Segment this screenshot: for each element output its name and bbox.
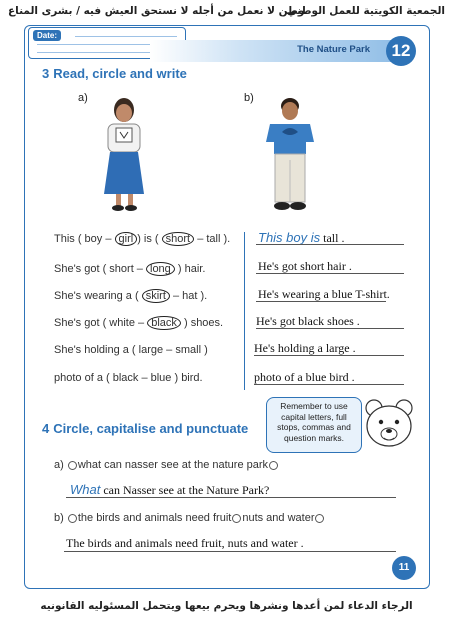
- picture-label-a: a): [78, 92, 88, 104]
- answer-line: [256, 244, 404, 245]
- sentence-2: [54, 262, 205, 276]
- sentence-text: ) is (: [137, 233, 159, 245]
- sentence-text: – tall ).: [197, 233, 231, 245]
- answer-4: He's got black shoes .: [256, 314, 360, 328]
- column-divider: [244, 232, 245, 390]
- answer-2: He's got short hair .: [258, 259, 352, 273]
- sentence-3: [54, 289, 207, 303]
- boy-illustration: [250, 94, 330, 220]
- sentence-text: She's wearing a (: [54, 290, 139, 302]
- circled-word: black: [147, 316, 181, 330]
- answer-b: The birds and animals need fruit, nuts and water .: [66, 536, 304, 550]
- tip-text: Remember to use capital letters, full stops, commas and question marks.: [277, 401, 351, 443]
- question-text: what can nasser see at the nature park: [77, 459, 269, 471]
- banner-right-text: الجمعية الكويتية للعمل الوطني: [286, 5, 445, 17]
- picture-label-b: b): [244, 92, 254, 104]
- question-text: the birds and animals need fruit: [77, 512, 232, 524]
- circle-mark: [315, 514, 324, 523]
- answer-line: [66, 497, 396, 498]
- answer-text: tall .: [323, 231, 345, 245]
- section-number: 4: [42, 421, 50, 436]
- question-b: [54, 512, 325, 524]
- tip-bubble: [266, 397, 362, 453]
- sentence-text: ) shoes.: [183, 317, 224, 329]
- section-4-title: [42, 421, 248, 436]
- question-label: a): [54, 459, 64, 471]
- bear-illustration: [362, 396, 418, 452]
- date-line: [75, 36, 177, 37]
- circle-mark: [68, 514, 77, 523]
- circle-mark: [232, 514, 241, 523]
- question-a: [54, 459, 279, 471]
- circle-mark: [68, 461, 77, 470]
- top-banner: [0, 0, 453, 22]
- sentence-6: photo of a ( black – blue ) bird.: [54, 372, 203, 384]
- answer-line: [256, 328, 404, 329]
- section-3-title: [42, 66, 187, 81]
- sentence-text: ) hair.: [177, 263, 206, 275]
- answer-handwritten: This boy is: [258, 230, 321, 245]
- answer-3: He's wearing a blue T-shirt.: [258, 287, 390, 301]
- answer-line: [256, 301, 386, 302]
- banner-left-text: وطن لا نعمل من أجله لا نستحق العيش فيه / بشرى المناع: [8, 5, 305, 17]
- sentence-text: She's got ( short –: [54, 263, 143, 275]
- unit-header-bar: [150, 40, 402, 62]
- sentence-1: [54, 232, 230, 246]
- answer-5: He's holding a large .: [254, 341, 356, 355]
- unit-title: The Nature Park: [297, 44, 370, 55]
- circled-word: long: [146, 262, 175, 276]
- answer-line: [64, 551, 396, 552]
- question-label: b): [54, 512, 64, 524]
- unit-number-badge: 12: [386, 36, 416, 66]
- date-label: Date:: [33, 30, 61, 41]
- circled-word: girl: [115, 232, 138, 246]
- section-title-text: Circle, capitalise and punctuate: [53, 421, 249, 436]
- question-text: nuts and water: [242, 512, 315, 524]
- sentence-4: [54, 316, 223, 330]
- sentence-5: She's holding a ( large – small ): [54, 344, 208, 356]
- answer-line: [254, 384, 404, 385]
- girl-illustration: [84, 96, 164, 216]
- section-title-text: Read, circle and write: [53, 66, 187, 81]
- sentence-text: – hat ).: [172, 290, 208, 302]
- answer-a: [70, 482, 269, 498]
- answer-text: can Nasser see at the Nature Park?: [103, 483, 270, 497]
- answer-handwritten: What: [70, 482, 101, 497]
- bottom-banner: الرجاء الدعاء لمن أعدها ونشرها ويحرم بيعها ويتحمل المسئوليه القانونيه: [40, 600, 413, 612]
- answer-line: [254, 355, 404, 356]
- section-number: 3: [42, 66, 50, 81]
- sentence-text: This ( boy –: [54, 233, 112, 245]
- page-number-badge: 11: [392, 556, 416, 580]
- answer-line: [256, 273, 404, 274]
- circled-word: short: [162, 232, 194, 246]
- circle-mark: [269, 461, 278, 470]
- sentence-text: She's got ( white –: [54, 317, 145, 329]
- answer-6: photo of a blue bird .: [254, 370, 355, 384]
- circled-word: skirt: [142, 289, 170, 303]
